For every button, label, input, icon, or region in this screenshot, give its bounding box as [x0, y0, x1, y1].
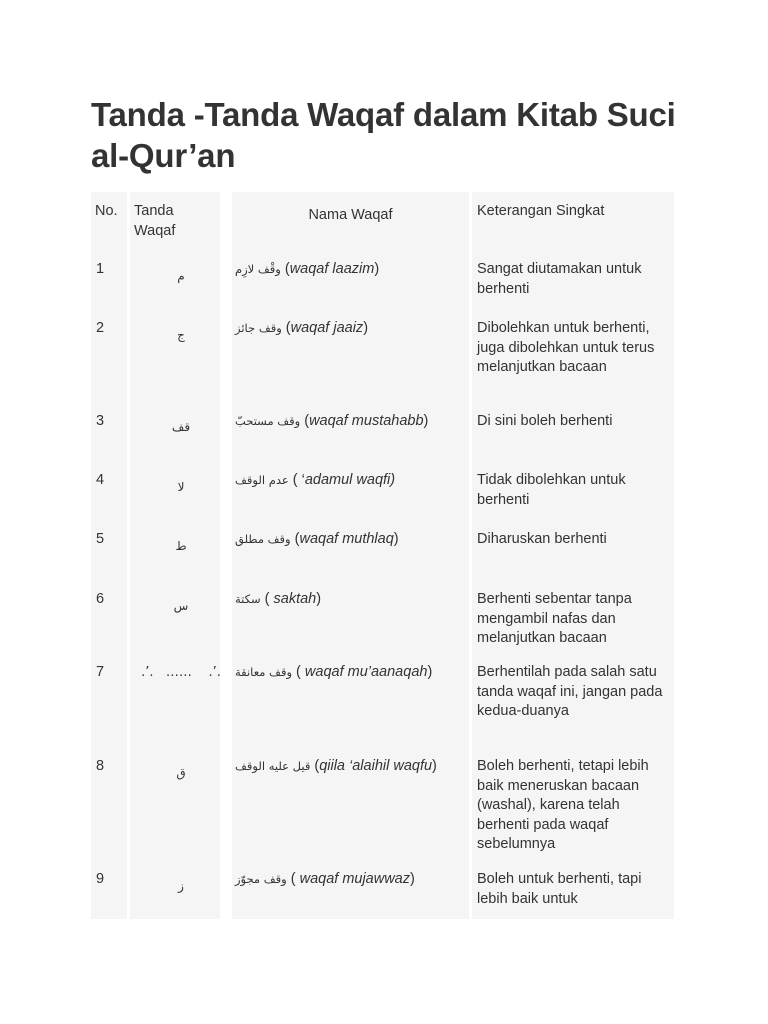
nama-open: ( [281, 320, 291, 336]
nama-close: ) [427, 664, 433, 680]
row-sign: ز [178, 879, 184, 893]
row-no: 2 [96, 320, 105, 336]
row-nama [235, 663, 469, 683]
nama-close: ) [316, 591, 322, 607]
nama-arabic: قيل عليه الوقف [235, 759, 311, 773]
nama-open: ( ‘ [288, 472, 305, 488]
nama-close: ) [410, 871, 415, 887]
row-nama [235, 319, 469, 339]
header-keterangan: Keterangan Singkat [477, 203, 605, 219]
row-sign: ط [175, 539, 187, 553]
row-nama [235, 412, 469, 432]
column-nama-waqaf [232, 192, 469, 919]
row-sign: س [173, 599, 189, 613]
column-no [91, 192, 127, 919]
row-no: 3 [96, 413, 105, 429]
row-sign: ج [177, 328, 185, 342]
row-keterangan: Berhenti sebentar tanpa mengambil nafas dan melanjutkan bacaan [477, 591, 632, 646]
nama-latin: waqaf mu’aanaqah [304, 664, 428, 680]
row-no: 4 [96, 472, 105, 488]
row-keterangan: Berhentilah pada salah satu tanda waqaf ini, jangan pada kedua-duanya [477, 664, 663, 719]
nama-close: ) [423, 413, 429, 429]
row-keterangan: Tidak dibolehkan untuk berhenti [477, 472, 626, 508]
nama-close: ) [432, 758, 437, 774]
nama-open: ( [280, 261, 290, 277]
row-nama [235, 757, 469, 777]
row-keterangan: Boleh berhenti, tetapi lebih baik meneruskan bacaan (washal), karena telah berhenti pada waqaf sebelumnya [477, 758, 649, 852]
nama-open: ( [290, 531, 300, 547]
nama-latin: waqaf mustahabb [309, 413, 424, 429]
row-nama [235, 260, 469, 280]
row-no: 5 [96, 531, 105, 547]
row-nama [235, 870, 469, 890]
nama-open: ( [300, 413, 310, 429]
row-no: 8 [96, 758, 105, 774]
nama-arabic: وقف معانقة [235, 665, 293, 679]
nama-latin: waqaf jaaiz [290, 320, 364, 336]
row-no: 1 [96, 261, 105, 277]
row-nama [235, 530, 469, 550]
row-keterangan: Di sini boleh berhenti [477, 413, 613, 429]
row-no: 9 [96, 871, 105, 887]
nama-arabic: وقْف لازِم [235, 262, 281, 276]
nama-arabic: عدم الوقف [235, 473, 289, 487]
nama-close: ) [393, 531, 399, 547]
page-title: Tanda -Tanda Waqaf dalam Kitab Suci al-Qur’an [91, 96, 676, 174]
nama-arabic: وقف مطلق [235, 532, 291, 546]
row-keterangan: Dibolehkan untuk berhenti, juga dibolehkan untuk terus melanjutkan bacaan [477, 320, 655, 375]
row-keterangan: Diharuskan berhenti [477, 531, 607, 547]
nama-latin: qiila ‘alaihil waqfu [319, 758, 433, 774]
nama-close: ) [363, 320, 369, 336]
row-sign: قف [171, 420, 191, 434]
row-sign: لا [177, 480, 185, 494]
nama-arabic: سكتة [235, 592, 261, 606]
header-no: No. [95, 203, 118, 219]
row-no: 6 [96, 591, 105, 607]
nama-open: ( [310, 758, 320, 774]
row-sign: .’. …… .’. [141, 665, 221, 680]
nama-latin: saktah [273, 591, 317, 607]
row-no: 7 [96, 664, 105, 680]
row-nama [235, 471, 469, 491]
nama-latin: waqaf laazim [289, 261, 375, 277]
nama-open: ( [260, 591, 274, 607]
row-keterangan: Boleh untuk berhenti, tapi lebih baik untuk [477, 871, 642, 907]
row-nama [235, 590, 469, 610]
nama-arabic: وقف مستحبّ [235, 414, 301, 428]
nama-open: ( [292, 664, 305, 680]
nama-arabic: وقف مجوّز [235, 872, 287, 886]
nama-open: ( [286, 871, 300, 887]
waqaf-table [91, 192, 674, 919]
row-sign: ق [176, 766, 186, 780]
nama-latin: adamul waqfi) [304, 472, 396, 488]
row-keterangan: Sangat diutamakan untuk berhenti [477, 261, 642, 297]
nama-latin: waqaf mujawwaz [299, 871, 411, 887]
nama-arabic: وقف جائز [235, 321, 282, 335]
row-sign: م [177, 269, 185, 283]
nama-close: ) [374, 261, 380, 277]
nama-latin: waqaf muthlaq [299, 531, 394, 547]
header-tanda-waqaf: Tanda Waqaf [134, 203, 176, 239]
header-nama-waqaf: Nama Waqaf [308, 207, 393, 223]
